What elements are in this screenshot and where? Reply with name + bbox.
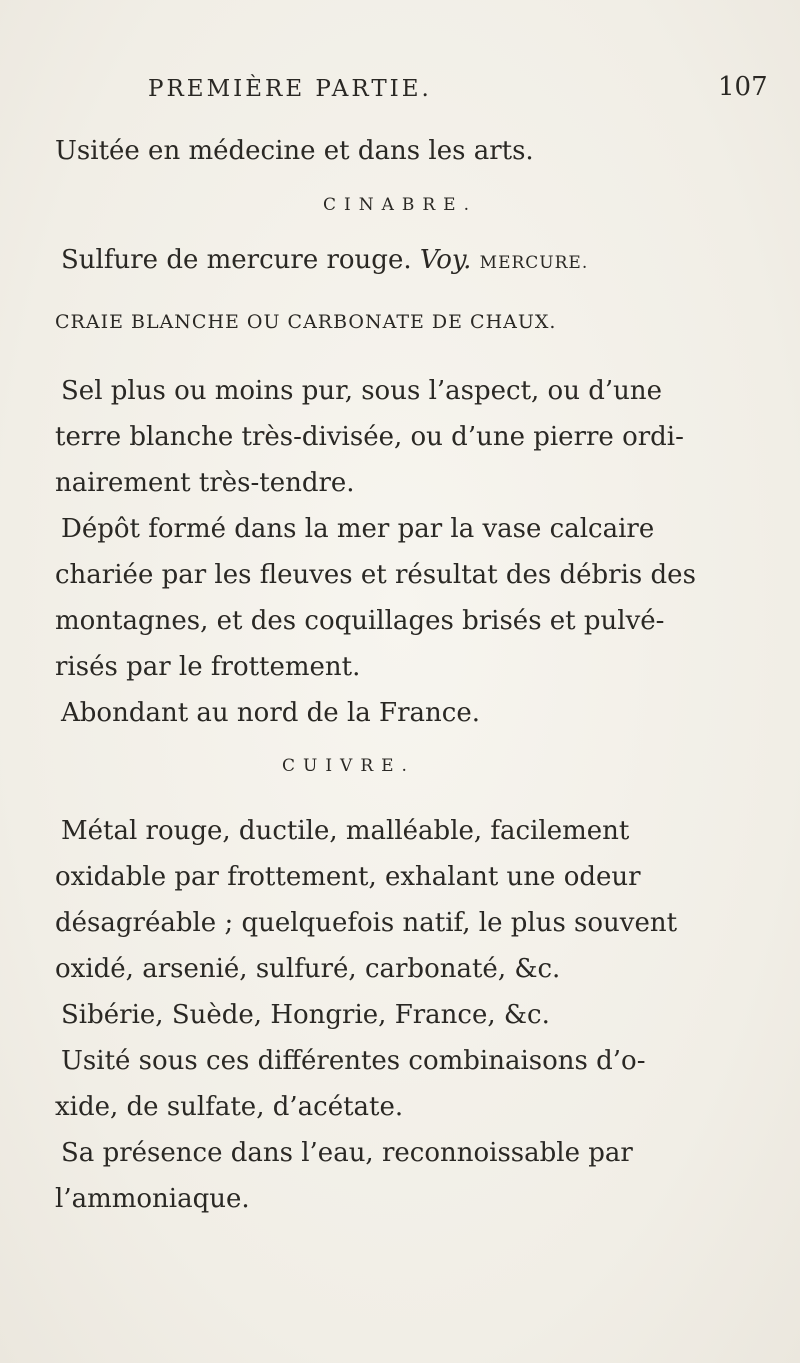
text-line: Métal rouge, ductile, malléable, facilement — [61, 816, 630, 846]
text-line: risés par le frottement. — [55, 652, 361, 682]
text-line: Sa présence dans l’eau, reconnoissable par — [61, 1138, 633, 1168]
text-line: terre blanche très-divisée, ou d’une pierre ordi- — [55, 422, 684, 452]
text-line: Abondant au nord de la France. — [61, 698, 480, 728]
text-line: nairement très-tendre. — [55, 468, 355, 498]
text-line: montagnes, et des coquillages brisés et pulvé- — [55, 606, 665, 636]
text-line: l’ammoniaque. — [55, 1184, 250, 1214]
running-header: PREMIÈRE PARTIE. — [148, 76, 432, 102]
cross-reference-voy: Voy. — [419, 245, 472, 275]
text-line: xide, de sulfate, d’acétate. — [55, 1092, 404, 1122]
text-line: Usitée en médecine et dans les arts. — [55, 136, 534, 166]
text-line: oxidé, arsenié, sulfuré, carbonaté, &c. — [55, 954, 561, 984]
text-line: Usité sous ces différentes combinaisons d’o- — [61, 1046, 646, 1076]
text-line: oxidable par frottement, exhalant une odeur — [55, 862, 641, 892]
text-line: Sibérie, Suède, Hongrie, France, &c. — [61, 1000, 550, 1030]
text-line: Dépôt formé dans la mer par la vase calcaire — [61, 514, 655, 544]
section-heading-cinabre: CINABRE. — [323, 195, 477, 215]
cross-reference-target: MERCURE. — [479, 253, 589, 273]
section-heading-cuivre: CUIVRE. — [282, 756, 415, 776]
text-line: désagréable ; quelquefois natif, le plus souvent — [55, 908, 678, 938]
page-number: 107 — [718, 72, 768, 102]
text-line: chariée par les fleuves et résultat des débris des — [55, 560, 696, 590]
cinabre-entry — [61, 243, 588, 280]
section-heading-craie: CRAIE BLANCHE OU CARBONATE DE CHAUX. — [55, 311, 557, 333]
cinabre-text: Sulfure de mercure rouge. — [61, 245, 412, 275]
text-line: Sel plus ou moins pur, sous l’aspect, ou d’une — [61, 376, 663, 406]
